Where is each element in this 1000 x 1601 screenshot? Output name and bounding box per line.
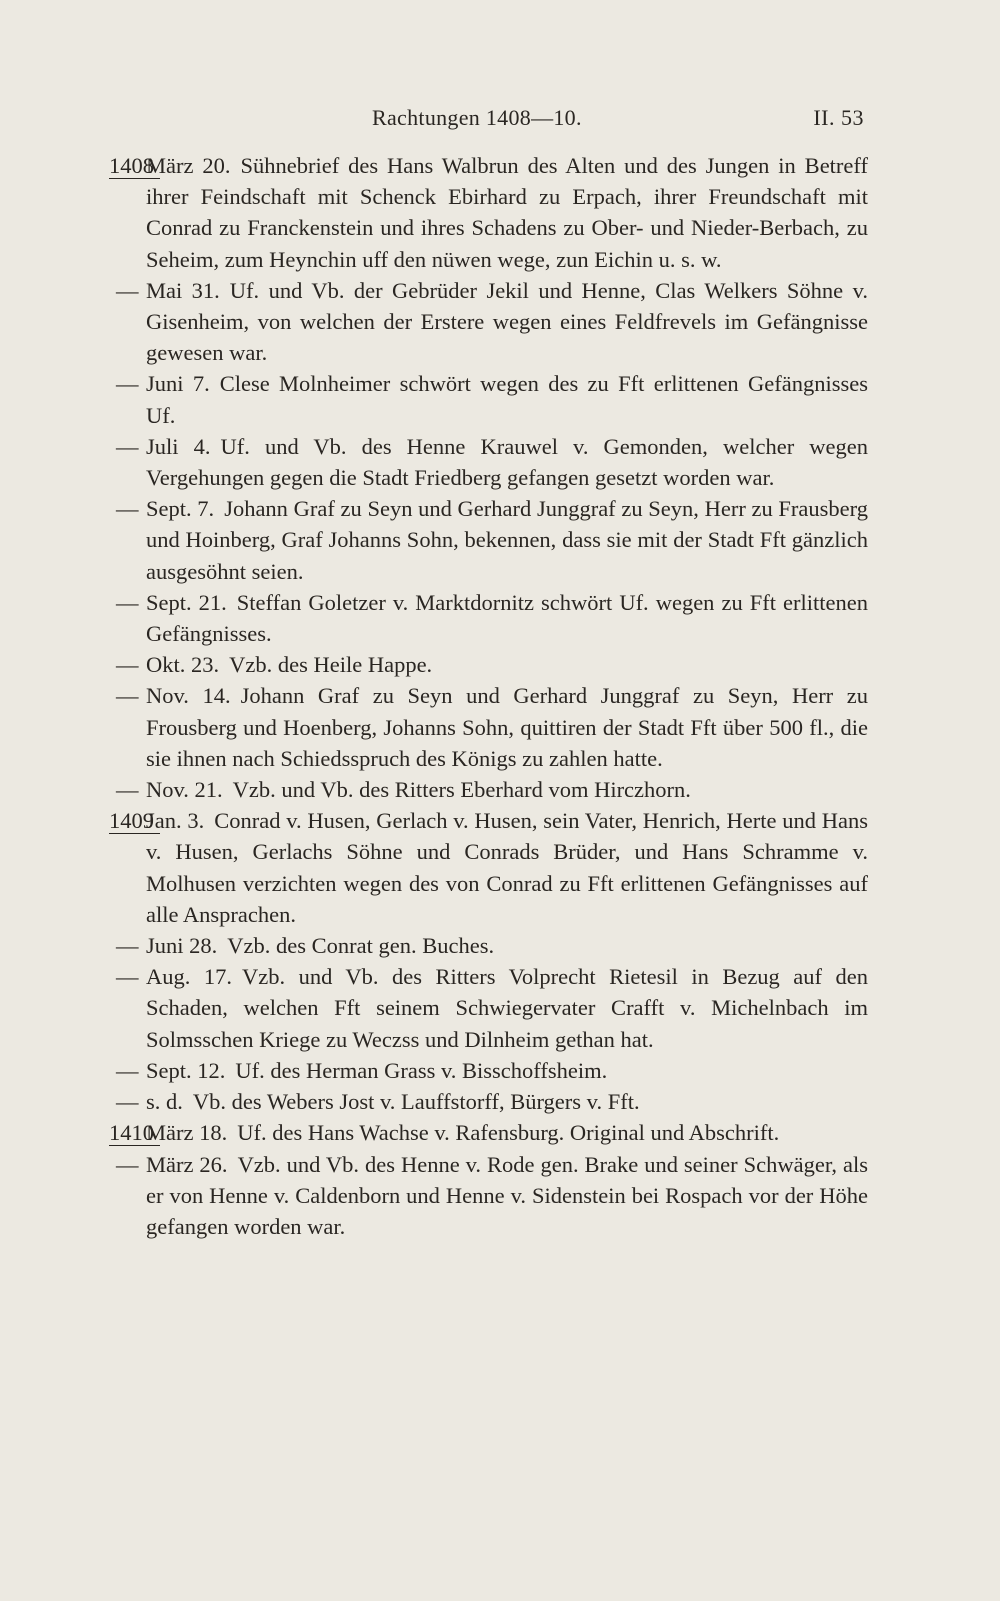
list-item: [110, 680, 868, 774]
entry-date: Juni 7.: [146, 371, 210, 397]
entry-text: Johann Graf zu Seyn und Gerhard Junggraf zu Seyn, Herr zu Frousberg und Hoenberg, Johanns Sohn, quittiren der Stadt Fft über 500 fl., die sie ihnen nach Schiedsspruch des Königs zu zahlen hatte.: [146, 683, 868, 771]
entry-date: März 18.: [146, 1120, 228, 1146]
entry-date: März 20.: [146, 153, 231, 178]
page-number: II. 53: [813, 105, 864, 130]
list-item: [110, 431, 868, 493]
entry-date: Jan. 3.: [146, 808, 205, 834]
year-marker: 1409: [109, 805, 154, 836]
dash-marker: —: [116, 933, 139, 959]
entry-text: Steffan Goletzer v. Marktdornitz schwört Uf. wegen zu Fft erlittenen Gefängnisses.: [146, 589, 868, 647]
entry-text: Vzb. des Heile Happe.: [229, 652, 433, 678]
dash-marker: —: [116, 433, 139, 459]
list-item: [110, 649, 868, 680]
entry-text: Uf. des Hans Wachse v. Rafensburg. Original und Abschrift.: [237, 1120, 780, 1146]
entry-date: Juli 4.: [146, 433, 211, 459]
dash-marker: —: [116, 652, 139, 678]
entry-text: Sühnebrief des Hans Walbrun des Alten und des Jungen in Betreff ihrer Feindschaft mit Schenck Ebirhard zu Erpach, ihrer Freundschaft mit Conrad zu Franckenstein und ihres Schadens zu Ober- und Nieder-Berbach, zu Seheim, zum Heynchin uff den nüwen wege, zun Eichin u. s. w.: [146, 153, 868, 272]
dash-marker: —: [116, 1057, 139, 1083]
entry-text: Vb. des Webers Jost v. Lauffstorff, Bürgers v. Fft.: [192, 1089, 640, 1115]
entry-date: Juni 28.: [146, 933, 218, 959]
dash-marker: —: [116, 589, 139, 615]
dash-marker: —: [116, 1089, 139, 1115]
entry-text: Vzb. des Conrat gen. Buches.: [227, 933, 495, 959]
entry-date: Mai 31.: [146, 277, 220, 303]
entry-text: Uf. des Herman Grass v. Bisschoffsheim.: [235, 1057, 608, 1083]
list-item: [110, 587, 868, 649]
list-item: [110, 961, 868, 1055]
dash-marker: —: [116, 496, 139, 522]
entry-date: Nov. 14.: [146, 683, 231, 709]
running-head: Rachtungen 1408—10.: [372, 105, 582, 130]
list-item: [110, 368, 868, 430]
entry-date: Sept. 21.: [146, 589, 227, 615]
list-item: [110, 1055, 868, 1086]
entry-text: Johann Graf zu Seyn und Gerhard Junggraf zu Seyn, Herr zu Frausberg und Hoinberg, Graf Johanns Sohn, bekennen, dass sie mit der Stadt Fft gänzlich ausgesöhnt seien.: [146, 496, 868, 584]
entry-date: Aug. 17.: [146, 964, 232, 990]
dash-marker: —: [116, 277, 139, 303]
entry-text: Clese Molnheimer schwört wegen des zu Fft erlittenen Gefängnisses Uf.: [146, 371, 868, 428]
entry-date: s. d.: [146, 1089, 183, 1115]
entry-text: Conrad v. Husen, Gerlach v. Husen, sein Vater, Henrich, Herte und Hans v. Husen, Gerlachs Söhne und Conrads Brüder, und Hans Schramme v. Molhusen verzichten wegen des von Conrad zu Fft erlittenen Gefängnisses auf alle Ansprachen.: [146, 808, 868, 927]
entry-date: Okt. 23.: [146, 652, 220, 678]
dash-marker: —: [116, 1151, 139, 1177]
list-item: [110, 150, 868, 275]
year-marker: 1410: [109, 1117, 154, 1148]
list-item: [110, 930, 868, 961]
year-marker: 1408: [109, 150, 154, 181]
list-item: [110, 1117, 868, 1148]
entry-text: Uf. und Vb. des Henne Krauwel v. Gemonden, welcher wegen Vergehungen gegen die Stadt Friedberg gefangen gesetzt worden war.: [146, 433, 868, 491]
list-item: [110, 805, 868, 930]
dash-marker: —: [116, 371, 139, 397]
dash-marker: —: [116, 683, 139, 709]
entry-date: Sept. 7.: [146, 496, 215, 522]
dash-marker: —: [116, 964, 139, 990]
entry-date: März 26.: [146, 1151, 228, 1177]
entry-date: Nov. 21.: [146, 777, 223, 803]
entry-text: Vzb. und Vb. des Henne v. Rode gen. Brake und seiner Schwäger, als er von Henne v. Caldenborn und Henne v. Sidenstein bei Rospach vor der Höhe gefangen worden war.: [146, 1151, 868, 1239]
list-item: [110, 1149, 868, 1243]
list-item: [110, 275, 868, 369]
entry-text: Uf. und Vb. der Gebrüder Jekil und Henne, Clas Welkers Söhne v. Gisenheim, von welchen der Erstere wegen eines Feldfrevels im Gefängnisse gewesen war.: [146, 277, 868, 366]
dash-marker: —: [116, 777, 139, 803]
list-item: [110, 1086, 868, 1117]
list-item: [110, 774, 868, 805]
entry-date: Sept. 12.: [146, 1057, 226, 1083]
entry-text: Vzb. und Vb. des Ritters Eberhard vom Hirczhorn.: [232, 777, 691, 803]
list-item: [110, 493, 868, 587]
page-header: [0, 101, 1000, 135]
entry-text: Vzb. und Vb. des Ritters Volprecht Rietesil in Bezug auf den Schaden, welchen Fft seinem Schwiegervater Crafft v. Michelnbach im Solmsschen Kriege zu Weczss und Dilnheim gethan hat.: [146, 964, 868, 1052]
entry-list: [110, 150, 868, 1242]
